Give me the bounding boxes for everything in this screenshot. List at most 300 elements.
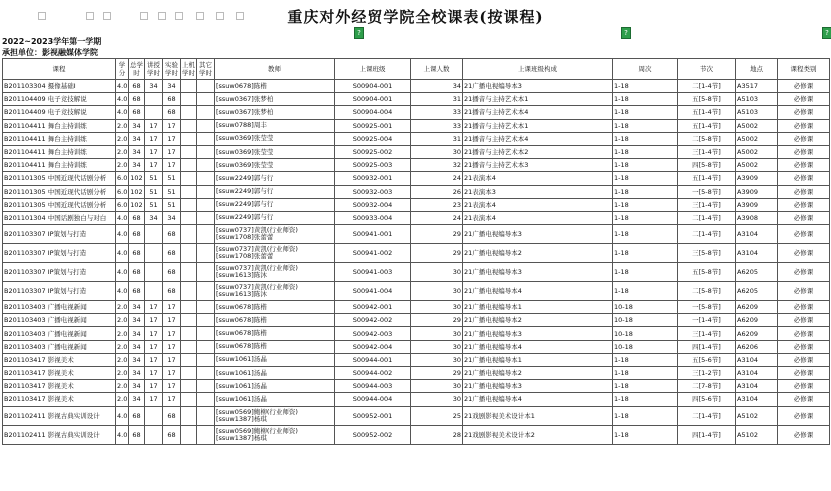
cell-type: 必修课 — [778, 380, 830, 393]
cell-comp: 21广播电视编导本2 — [463, 367, 613, 380]
cell-lect: 17 — [145, 353, 163, 366]
cell-total: 34 — [129, 159, 145, 172]
cell-lect — [145, 282, 163, 301]
cell-lect: 51 — [145, 185, 163, 198]
table-row — [3, 106, 830, 119]
cell-credit: 2.0 — [116, 145, 129, 158]
cell-teacher: [ssuw0678]陈楷 — [215, 301, 335, 314]
cell-room: A6209 — [736, 301, 778, 314]
cell-course: B201103403 广播电视新闻 — [3, 340, 116, 353]
cell-cls: S00932-001 — [335, 172, 411, 185]
cell-lab: 68 — [163, 93, 181, 106]
cell-week: 10-18 — [613, 314, 678, 327]
cell-sec: 一[5-8节] — [678, 301, 736, 314]
cell-total: 102 — [129, 198, 145, 211]
cell-sec: 四[1-4节] — [678, 340, 736, 353]
cell-comp: 21戏剧影视美术设计本1 — [463, 406, 613, 425]
table-row — [3, 263, 830, 282]
cell-lect: 17 — [145, 159, 163, 172]
cell-week: 1-18 — [613, 119, 678, 132]
table-row — [3, 282, 830, 301]
cell-teacher: [ssuw0678]陈楷 — [215, 340, 335, 353]
term-label: 2022~2023学年第一学期 — [2, 37, 102, 46]
cell-num: 30 — [411, 327, 463, 340]
cell-type: 必修课 — [778, 132, 830, 145]
cell-lect — [145, 106, 163, 119]
cell-lab: 34 — [163, 80, 181, 93]
cell-pc — [181, 406, 197, 425]
table-row — [3, 353, 830, 366]
cell-teacher: [ssuw0369]张莹莹 — [215, 132, 335, 145]
cell-lect: 17 — [145, 132, 163, 145]
cell-total: 34 — [129, 145, 145, 158]
cell-comp: 21广播电视编导本1 — [463, 353, 613, 366]
cell-sec: 五[1-4节] — [678, 172, 736, 185]
cell-num: 30 — [411, 145, 463, 158]
cell-num: 30 — [411, 301, 463, 314]
cell-type: 必修课 — [778, 211, 830, 224]
cell-credit: 4.0 — [116, 80, 129, 93]
cell-total: 34 — [129, 314, 145, 327]
cell-credit: 2.0 — [116, 314, 129, 327]
cell-teacher: [ssuw2249]郭与行 — [215, 198, 335, 211]
cell-room: A3104 — [736, 225, 778, 244]
cell-num: 31 — [411, 132, 463, 145]
cell-teacher: [ssuw1061]汤晶 — [215, 393, 335, 406]
cell-total: 68 — [129, 80, 145, 93]
cell-other — [197, 185, 215, 198]
cell-pc — [181, 185, 197, 198]
cell-course: B201101304 中国话剧独白与对白 — [3, 211, 116, 224]
cell-comp: 21表演本3 — [463, 185, 613, 198]
cell-room: A3104 — [736, 380, 778, 393]
cell-credit: 4.0 — [116, 282, 129, 301]
cell-teacher: [ssuw2249]郭与行 — [215, 185, 335, 198]
cell-sec: 二[1-4节] — [678, 406, 736, 425]
cell-pc — [181, 380, 197, 393]
cell-lab: 17 — [163, 327, 181, 340]
cell-week: 1-18 — [613, 353, 678, 366]
table-body — [3, 80, 830, 445]
cell-lab: 17 — [163, 132, 181, 145]
cell-type: 必修课 — [778, 263, 830, 282]
cell-credit: 4.0 — [116, 244, 129, 263]
cell-lect: 34 — [145, 80, 163, 93]
col-header: 课程 — [3, 59, 116, 80]
cell-credit: 4.0 — [116, 425, 129, 444]
cell-type: 必修课 — [778, 185, 830, 198]
cell-cls: S00944-004 — [335, 393, 411, 406]
cell-room: A5002 — [736, 132, 778, 145]
cell-sec: 二[5-8节] — [678, 132, 736, 145]
col-header: 地点 — [736, 59, 778, 80]
cell-week: 1-18 — [613, 80, 678, 93]
cell-cls: S00952-002 — [335, 425, 411, 444]
meta-block — [0, 36, 831, 58]
col-header: 实验学时 — [163, 59, 181, 80]
cell-pc — [181, 314, 197, 327]
cell-comp: 21广播电视编导本2 — [463, 244, 613, 263]
cell-other — [197, 340, 215, 353]
cell-type: 必修课 — [778, 327, 830, 340]
cell-course: B201104411 舞台主持训练 — [3, 119, 116, 132]
cell-cls: S00904-004 — [335, 106, 411, 119]
cell-room: A6209 — [736, 327, 778, 340]
cell-pc — [181, 244, 197, 263]
cell-credit: 4.0 — [116, 106, 129, 119]
cell-other — [197, 172, 215, 185]
cell-num: 28 — [411, 425, 463, 444]
cell-comp: 21广播电视编导本3 — [463, 380, 613, 393]
cell-teacher: [ssuw0367]张梦柏 — [215, 106, 335, 119]
cell-other — [197, 198, 215, 211]
cell-course: B201103417 影视美术 — [3, 367, 116, 380]
cell-lect — [145, 93, 163, 106]
cell-cls: S00952-001 — [335, 406, 411, 425]
table-row — [3, 132, 830, 145]
cell-cls: S00932-003 — [335, 185, 411, 198]
cell-num: 25 — [411, 406, 463, 425]
cell-other — [197, 327, 215, 340]
cell-total: 68 — [129, 282, 145, 301]
table-row — [3, 198, 830, 211]
cell-type: 必修课 — [778, 80, 830, 93]
cell-sec: 五[1-4节] — [678, 106, 736, 119]
cell-course: B201103417 影视美术 — [3, 380, 116, 393]
cell-sec: 三[5-8节] — [678, 244, 736, 263]
cell-pc — [181, 367, 197, 380]
cell-sec: 二[7-8节] — [678, 380, 736, 393]
cell-week: 1-18 — [613, 393, 678, 406]
cell-lab: 17 — [163, 380, 181, 393]
cell-credit: 2.0 — [116, 367, 129, 380]
cell-sec: 三[1-4节] — [678, 145, 736, 158]
cell-pc — [181, 301, 197, 314]
cell-lect — [145, 244, 163, 263]
cell-teacher: [ssuw2249]郭与行 — [215, 172, 335, 185]
cell-other — [197, 425, 215, 444]
cell-cls: S00944-002 — [335, 367, 411, 380]
cell-type: 必修课 — [778, 159, 830, 172]
cell-num: 29 — [411, 225, 463, 244]
cell-week: 1-18 — [613, 211, 678, 224]
cell-other — [197, 106, 215, 119]
cell-pc — [181, 132, 197, 145]
cell-type: 必修课 — [778, 301, 830, 314]
cell-room: A5102 — [736, 425, 778, 444]
cell-lect: 17 — [145, 145, 163, 158]
cell-week: 1-18 — [613, 425, 678, 444]
cell-course: B201104411 舞台主持训练 — [3, 159, 116, 172]
cell-teacher: [ssuw0737]黄凯(行业师资) [ssuw1708]张蕾蕾 — [215, 244, 335, 263]
cell-other — [197, 393, 215, 406]
cell-total: 34 — [129, 393, 145, 406]
cell-type: 必修课 — [778, 198, 830, 211]
cell-teacher: [ssuw1061]汤晶 — [215, 380, 335, 393]
comment-marker-icon[interactable]: ? — [621, 27, 631, 39]
cell-week: 1-18 — [613, 159, 678, 172]
cell-total: 34 — [129, 380, 145, 393]
cell-credit: 2.0 — [116, 393, 129, 406]
cell-room: A3104 — [736, 393, 778, 406]
table-row — [3, 145, 830, 158]
cell-credit: 4.0 — [116, 93, 129, 106]
cell-sec: 五[5-8节] — [678, 263, 736, 282]
cell-room: A3517 — [736, 80, 778, 93]
cell-pc — [181, 327, 197, 340]
toolbar — [0, 0, 831, 37]
cell-pc — [181, 353, 197, 366]
cell-total: 34 — [129, 301, 145, 314]
cell-num: 24 — [411, 211, 463, 224]
cell-teacher: [ssuw0678]陈楷 — [215, 327, 335, 340]
table-row — [3, 159, 830, 172]
cell-type: 必修课 — [778, 145, 830, 158]
cell-num: 33 — [411, 106, 463, 119]
cell-week: 1-18 — [613, 93, 678, 106]
cell-credit: 2.0 — [116, 301, 129, 314]
col-header: 上机学时 — [181, 59, 197, 80]
cell-pc — [181, 393, 197, 406]
cell-lab: 17 — [163, 301, 181, 314]
cell-course: B201104409 电子竞技解说 — [3, 93, 116, 106]
cell-sec: 四[5-8节] — [678, 159, 736, 172]
cell-type: 必修课 — [778, 367, 830, 380]
cell-course: B201103307 IP策划与打造 — [3, 244, 116, 263]
cell-comp: 21广播电视编导本3 — [463, 327, 613, 340]
cell-pc — [181, 211, 197, 224]
cell-comp: 21播音与主持艺术本2 — [463, 145, 613, 158]
cell-week: 1-18 — [613, 106, 678, 119]
cell-week: 1-18 — [613, 132, 678, 145]
cell-room: A5102 — [736, 406, 778, 425]
cell-cls: S00941-003 — [335, 263, 411, 282]
cell-cls: S00925-004 — [335, 132, 411, 145]
cell-sec: 五[5-6节] — [678, 353, 736, 366]
table-row — [3, 172, 830, 185]
cell-type: 必修课 — [778, 425, 830, 444]
cell-num: 30 — [411, 353, 463, 366]
cell-total: 68 — [129, 425, 145, 444]
col-header: 上课人数 — [411, 59, 463, 80]
cell-lab: 68 — [163, 244, 181, 263]
cell-teacher: [ssuw2249]郭与行 — [215, 211, 335, 224]
cell-comp: 21表演本4 — [463, 211, 613, 224]
cell-week: 10-18 — [613, 327, 678, 340]
cell-num: 30 — [411, 282, 463, 301]
cell-credit: 4.0 — [116, 406, 129, 425]
cell-total: 102 — [129, 172, 145, 185]
cell-week: 1-18 — [613, 367, 678, 380]
cell-total: 34 — [129, 132, 145, 145]
cell-lab: 51 — [163, 185, 181, 198]
table-row — [3, 185, 830, 198]
cell-pc — [181, 80, 197, 93]
cell-num: 30 — [411, 393, 463, 406]
cell-room: A5002 — [736, 119, 778, 132]
cell-cls: S00944-003 — [335, 380, 411, 393]
cell-lect — [145, 225, 163, 244]
comment-marker-icon[interactable]: ? — [354, 27, 364, 39]
cell-type: 必修课 — [778, 282, 830, 301]
cell-sec: 二[1-4节] — [678, 225, 736, 244]
cell-week: 1-18 — [613, 145, 678, 158]
col-header: 其它学时 — [197, 59, 215, 80]
cell-room: A3104 — [736, 353, 778, 366]
cell-teacher: [ssuw0367]张梦柏 — [215, 93, 335, 106]
cell-room: A5002 — [736, 145, 778, 158]
col-header: 学分 — [116, 59, 129, 80]
cell-total: 34 — [129, 340, 145, 353]
cell-room: A3909 — [736, 185, 778, 198]
cell-type: 必修课 — [778, 314, 830, 327]
cell-room: A6205 — [736, 282, 778, 301]
cell-credit: 4.0 — [116, 225, 129, 244]
cell-course: B201103403 广播电视新闻 — [3, 301, 116, 314]
cell-sec: 四[5-6节] — [678, 393, 736, 406]
cell-sec: 一[1-4节] — [678, 314, 736, 327]
cell-comp: 21广播电视编导本3 — [463, 225, 613, 244]
cell-teacher: [ssuw0737]黄凯(行业师资) [ssuw1613]陈沐 — [215, 263, 335, 282]
cell-lect: 17 — [145, 301, 163, 314]
cell-sec: 二[1-4节] — [678, 211, 736, 224]
cell-type: 必修课 — [778, 225, 830, 244]
cell-comp: 21广播电视编导本2 — [463, 314, 613, 327]
cell-pc — [181, 172, 197, 185]
cell-type: 必修课 — [778, 340, 830, 353]
cell-num: 31 — [411, 93, 463, 106]
table-row — [3, 340, 830, 353]
cell-type: 必修课 — [778, 119, 830, 132]
cell-type: 必修课 — [778, 172, 830, 185]
cell-comp: 21广播电视编导本4 — [463, 340, 613, 353]
cell-course: B201102411 影视古典实训设计 — [3, 425, 116, 444]
cell-other — [197, 145, 215, 158]
table-row — [3, 211, 830, 224]
cell-comp: 21广播电视编导本3 — [463, 263, 613, 282]
cell-cls: S00942-003 — [335, 327, 411, 340]
cell-room: A3909 — [736, 172, 778, 185]
cell-other — [197, 380, 215, 393]
cell-teacher: [ssuw0569]鲍柳(行业师资) [ssuw1387]杨琪 — [215, 406, 335, 425]
cell-pc — [181, 159, 197, 172]
cell-other — [197, 132, 215, 145]
cell-other — [197, 406, 215, 425]
cell-teacher: [ssuw0788]周丰 — [215, 119, 335, 132]
cell-other — [197, 225, 215, 244]
table-row — [3, 314, 830, 327]
cell-lab: 17 — [163, 393, 181, 406]
cell-credit: 6.0 — [116, 198, 129, 211]
cell-comp: 21播音与主持艺术本4 — [463, 132, 613, 145]
cell-cls: S00904-001 — [335, 93, 411, 106]
cell-cls: S00941-002 — [335, 244, 411, 263]
comment-marker-icon[interactable]: ? — [822, 27, 831, 39]
table-row — [3, 301, 830, 314]
cell-credit: 2.0 — [116, 353, 129, 366]
cell-comp: 21播音与主持艺术本1 — [463, 93, 613, 106]
col-header: 课程类别 — [778, 59, 830, 80]
cell-week: 1-18 — [613, 406, 678, 425]
cell-other — [197, 80, 215, 93]
cell-lab: 51 — [163, 198, 181, 211]
cell-other — [197, 263, 215, 282]
cell-lect — [145, 425, 163, 444]
cell-pc — [181, 340, 197, 353]
cell-comp: 21戏剧影视美术设计本2 — [463, 425, 613, 444]
cell-room: A6209 — [736, 314, 778, 327]
cell-room: A3104 — [736, 244, 778, 263]
table-row — [3, 119, 830, 132]
cell-course: B201103307 IP策划与打造 — [3, 263, 116, 282]
cell-pc — [181, 198, 197, 211]
cell-lab: 17 — [163, 314, 181, 327]
cell-credit: 2.0 — [116, 119, 129, 132]
cell-cls: S00904-001 — [335, 80, 411, 93]
cell-type: 必修课 — [778, 93, 830, 106]
cell-credit: 2.0 — [116, 380, 129, 393]
cell-lect: 17 — [145, 380, 163, 393]
cell-lab: 68 — [163, 282, 181, 301]
cell-pc — [181, 145, 197, 158]
cell-pc — [181, 282, 197, 301]
cell-sec: 三[1-4节] — [678, 198, 736, 211]
cell-lect: 34 — [145, 211, 163, 224]
cell-total: 34 — [129, 353, 145, 366]
col-header: 上课班级 — [335, 59, 411, 80]
cell-course: B201104411 舞台主持训练 — [3, 145, 116, 158]
table-row — [3, 406, 830, 425]
cell-course: B201104409 电子竞技解说 — [3, 106, 116, 119]
cell-course: B201102411 影视古典实训设计 — [3, 406, 116, 425]
table-row — [3, 225, 830, 244]
cell-lab: 17 — [163, 119, 181, 132]
cell-credit: 6.0 — [116, 172, 129, 185]
cell-course: B201101305 中国近现代话剧分析 — [3, 185, 116, 198]
cell-comp: 21广播电视编导本1 — [463, 301, 613, 314]
cell-room: A3909 — [736, 198, 778, 211]
cell-num: 23 — [411, 198, 463, 211]
cell-cls: S00925-003 — [335, 159, 411, 172]
cell-total: 102 — [129, 185, 145, 198]
cell-other — [197, 353, 215, 366]
cell-num: 29 — [411, 367, 463, 380]
cell-credit: 6.0 — [116, 185, 129, 198]
cell-total: 68 — [129, 406, 145, 425]
col-header: 周次 — [613, 59, 678, 80]
cell-other — [197, 119, 215, 132]
cell-lect: 17 — [145, 367, 163, 380]
cell-num: 30 — [411, 263, 463, 282]
cell-pc — [181, 93, 197, 106]
cell-room: A5002 — [736, 159, 778, 172]
col-header: 总学时 — [129, 59, 145, 80]
cell-teacher: [ssuw0678]陈楷 — [215, 314, 335, 327]
cell-other — [197, 93, 215, 106]
cell-sec: 五[5-8节] — [678, 93, 736, 106]
col-header: 上课班级构成 — [463, 59, 613, 80]
cell-comp: 21广播电视编导本3 — [463, 80, 613, 93]
cell-comp: 21播音与主持艺术本1 — [463, 119, 613, 132]
cell-course: B201103307 IP策划与打造 — [3, 225, 116, 244]
table-row — [3, 327, 830, 340]
cell-course: B201103403 广播电视新闻 — [3, 327, 116, 340]
schedule-table — [2, 58, 830, 445]
cell-pc — [181, 263, 197, 282]
cell-cls: S00932-004 — [335, 198, 411, 211]
unit-label: 承担单位：影视融媒体学院 — [2, 48, 98, 57]
cell-credit: 2.0 — [116, 340, 129, 353]
